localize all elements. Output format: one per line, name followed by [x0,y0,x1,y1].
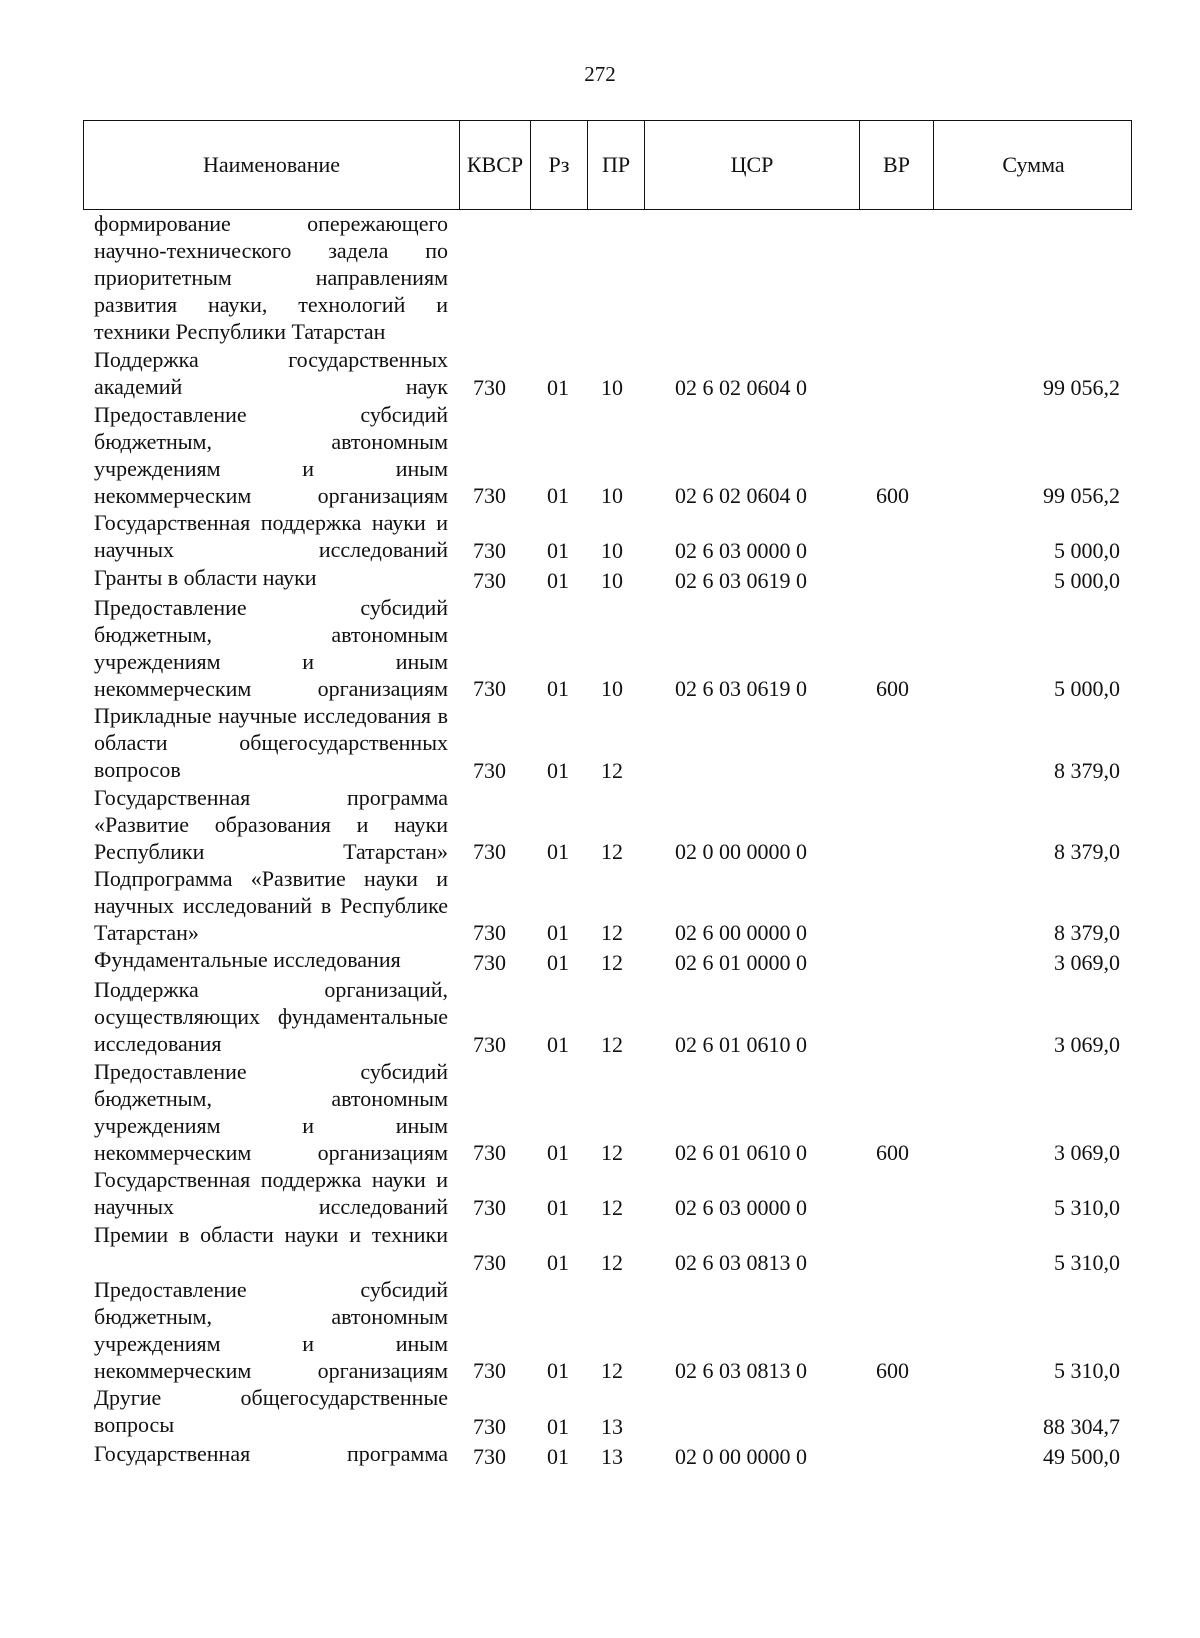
row-pr: 13 [601,1444,623,1469]
row-vr: 600 [876,1140,909,1165]
row-sum: 5 310,0 [1054,1358,1120,1383]
table-row [0,784,1200,865]
row-csr: 02 6 03 0813 0 [675,1358,807,1383]
row-sum: 3 069,0 [1054,1140,1120,1165]
row-sum: 5 000,0 [1054,538,1120,563]
row-name: Государственная программа «Развитие образования и науки Республики Татарстан» [94,785,448,864]
row-rz: 01 [547,758,569,783]
row-csr: 02 6 02 0604 0 [675,483,807,508]
row-sum: 99 056,2 [1043,483,1120,508]
header-csr: ЦСР [645,121,860,209]
row-csr: 02 6 03 0000 0 [675,538,807,563]
row-name: Поддержка организаций, осуществляющих фундаментальные исследования [94,977,448,1056]
row-kvsr: 730 [473,758,506,783]
row-kvsr: 730 [473,538,506,563]
row-rz: 01 [547,538,569,563]
row-csr: 02 6 01 0610 0 [675,1032,807,1057]
row-kvsr: 730 [473,568,506,593]
table-body [0,210,1200,1470]
row-pr: 12 [601,1358,623,1383]
row-vr: 600 [876,676,909,701]
row-pr: 12 [601,920,623,945]
table-row [0,1221,1200,1276]
row-kvsr: 730 [473,1032,506,1057]
row-kvsr: 730 [473,483,506,508]
row-name: Предоставление субсидий бюджетным, автономным учреждениям и иным некоммерческим организациям [94,1277,448,1383]
row-csr: 02 0 00 0000 0 [675,1444,807,1469]
row-rz: 01 [547,375,569,400]
table-header [83,120,1132,210]
row-rz: 01 [547,568,569,593]
row-sum: 99 056,2 [1043,375,1120,400]
row-csr: 02 6 03 0619 0 [675,676,807,701]
row-kvsr: 730 [473,1195,506,1220]
row-rz: 01 [547,1032,569,1057]
row-csr: 02 6 01 0610 0 [675,1140,807,1165]
table-row [0,564,1200,594]
row-name: Поддержка государственных академий наук [94,347,448,399]
row-csr: 02 6 00 0000 0 [675,920,807,945]
table-row [0,1058,1200,1166]
row-pr: 12 [601,1195,623,1220]
row-rz: 01 [547,920,569,945]
row-csr: 02 6 03 0813 0 [675,1250,807,1275]
table-row [0,346,1200,401]
row-rz: 01 [547,483,569,508]
row-rz: 01 [547,1358,569,1383]
table-row [0,594,1200,702]
row-rz: 01 [547,1195,569,1220]
row-sum: 5 000,0 [1054,568,1120,593]
row-sum: 8 379,0 [1054,839,1120,864]
row-sum: 8 379,0 [1054,920,1120,945]
row-kvsr: 730 [473,839,506,864]
row-name: Подпрограмма «Развитие науки и научных исследований в Республике Татарстан» [94,866,448,945]
row-rz: 01 [547,1414,569,1439]
row-name: Предоставление субсидий бюджетным, автономным учреждениям и иным некоммерческим организациям [94,1059,448,1165]
table-row [0,702,1200,784]
row-name: Государственная поддержка науки и научных исследований [94,510,448,562]
header-name: Наименование [84,121,460,209]
row-csr: 02 6 03 0000 0 [675,1195,807,1220]
table-row [0,1276,1200,1384]
row-name: Прикладные научные исследования в области общегосударственных вопросов [94,703,448,782]
row-kvsr: 730 [473,950,506,975]
row-sum: 5 310,0 [1054,1195,1120,1220]
row-sum: 8 379,0 [1054,758,1120,783]
row-rz: 01 [547,676,569,701]
row-rz: 01 [547,1140,569,1165]
header-vr: ВР [860,121,934,209]
table-row [0,509,1200,564]
row-csr: 02 6 02 0604 0 [675,375,807,400]
row-kvsr: 730 [473,1140,506,1165]
row-csr: 02 0 00 0000 0 [675,839,807,864]
row-kvsr: 730 [473,920,506,945]
table-row [0,865,1200,946]
row-pr: 12 [601,1032,623,1057]
row-name: формирование опережающего научно-технического задела по приоритетным направлениям развития науки, технологий и техники Республики Татарстан [94,211,448,344]
row-rz: 01 [547,839,569,864]
row-pr: 12 [601,758,623,783]
row-kvsr: 730 [473,1250,506,1275]
row-name: Премии в области науки и техники [94,1222,448,1247]
row-rz: 01 [547,1444,569,1469]
row-pr: 10 [601,538,623,563]
row-kvsr: 730 [473,676,506,701]
table-row [0,1166,1200,1221]
header-sum: Сумма [1002,152,1065,177]
row-csr: 02 6 01 0000 0 [675,950,807,975]
table-row [0,976,1200,1058]
row-pr: 12 [601,839,623,864]
row-kvsr: 730 [473,1444,506,1469]
row-vr: 600 [876,483,909,508]
row-sum: 88 304,7 [1043,1414,1120,1439]
row-pr: 10 [601,568,623,593]
row-kvsr: 730 [473,1414,506,1439]
row-pr: 12 [601,1140,623,1165]
row-pr: 12 [601,950,623,975]
row-rz: 01 [547,950,569,975]
row-sum: 5 000,0 [1054,676,1120,701]
row-pr: 12 [601,1250,623,1275]
row-name: Предоставление субсидий бюджетным, автономным учреждениям и иным некоммерческим организациям [94,595,448,701]
table-row [0,1440,1200,1470]
table-row [0,1384,1200,1440]
page-number: 272 [584,62,616,86]
row-name: Гранты в области науки [94,565,317,590]
header-rz: Рз [531,121,588,209]
row-kvsr: 730 [473,1358,506,1383]
row-kvsr: 730 [473,375,506,400]
row-sum: 5 310,0 [1054,1250,1120,1275]
row-name: Фундаментальные исследования [94,947,401,972]
row-name: Государственная программа [94,1441,448,1466]
row-name: Государственная поддержка науки и научных исследований [94,1167,448,1219]
row-csr: 02 6 03 0619 0 [675,568,807,593]
table-row [0,210,1200,346]
row-pr: 10 [601,483,623,508]
row-sum: 3 069,0 [1054,1032,1120,1057]
row-name: Другие общегосударственные вопросы [94,1385,448,1437]
row-pr: 10 [601,375,623,400]
row-pr: 10 [601,676,623,701]
row-vr: 600 [876,1358,909,1383]
row-pr: 13 [601,1414,623,1439]
header-kvsr: КВСР [460,121,531,209]
table-row [0,946,1200,976]
row-sum: 3 069,0 [1054,950,1120,975]
header-pr: ПР [588,121,645,209]
table-row [0,401,1200,509]
row-name: Предоставление субсидий бюджетным, автономным учреждениям и иным некоммерческим организациям [94,402,448,508]
row-sum: 49 500,0 [1043,1444,1120,1469]
row-rz: 01 [547,1250,569,1275]
